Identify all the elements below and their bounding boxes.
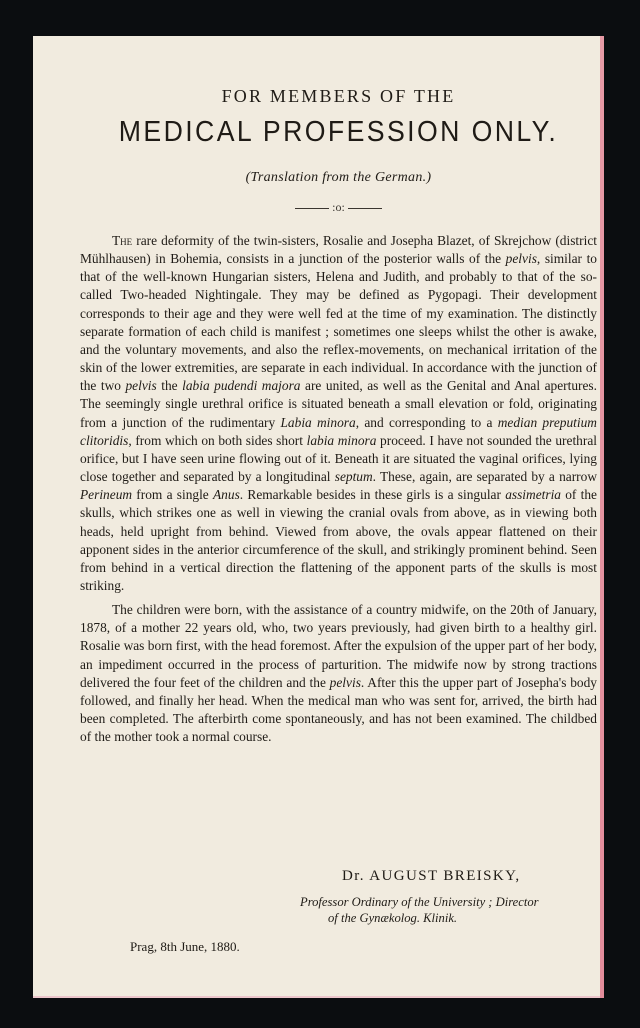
text-segment: , and corresponding to a [355, 414, 498, 430]
text-segment: . These, again, are separated by a narrow [372, 469, 597, 485]
text-segment: pelvis [125, 378, 157, 394]
text-segment: labia pudendi majora [182, 378, 301, 394]
document-page [33, 36, 604, 998]
text-segment: Perineum [80, 487, 133, 503]
text-segment: , similar to that of the well-known Hungarian sisters, Helena and Judith, and probably to that of the so-called Two-headed Nightingale. They may be defined as Pygopagi. Their development corresponds to their age and they were well fed at the time of my examination. The distinctly separate formation of each child is manifest ; sometimes one sleeps whilst the other is awake, and the voluntary movements, and also the reflex-movements, on mechanical irritation of the skin of the lower extremities, are separate in each individual. In accordance with the junction of the two [80, 251, 597, 394]
signature-title-line-1: Professor Ordinary of the University ; Director [300, 895, 539, 909]
document-date: Prag, 8th June, 1880. [130, 939, 240, 954]
text-segment: . Remarkable besides in these girls is a singular [239, 487, 506, 503]
heading-line-1: FOR MEMBERS OF THE [221, 86, 456, 106]
text-segment: of the skulls, which strikes one as well in viewing the cranial ovals from above, as in viewing both heads, held upright from behind. Viewed from above, the ovals appear flattened on their apponent sides in the anterior circumference of the skull, and strikingly prominent behind. Seen from behind in a vertical direction the flattening of the apponent parts of the skulls is most striking. [80, 487, 597, 593]
text-segment: labia minora [306, 432, 377, 448]
text-segment: from a single [132, 487, 213, 503]
text-segment: The [112, 233, 133, 248]
text-segment: septum [334, 469, 373, 485]
text-segment: rare deformity of the twin-sisters, Rosalie and Josepha Blazet, of Skrejchow (district Mühlhausen) in Bohemia, consists in a junction of the posterior walls of the [80, 233, 597, 267]
text-segment: the [156, 378, 183, 394]
text-segment: are united, as well as the Genital and Anal apertures. The seemingly single urethral orifice is situated beneath a small elevation or fold, originating from a junction of the rudimentary [80, 378, 597, 430]
ornament-divider [80, 200, 597, 215]
text-segment: Labia minora [280, 414, 356, 430]
signature-title-line-2: of the Gynækolog. Klinik. [328, 911, 458, 925]
divider-rule-right [348, 208, 382, 209]
divider-rule-left [295, 208, 329, 209]
subtitle: (Translation from the German.) [245, 170, 432, 185]
ornament-glyph: :o: [332, 200, 345, 214]
text-segment: . After this the upper part of Josepha's body followed, and finally her head. When the medical man who was sent for, arrived, the birth had been completed. The afterbirth come spontaneously, and has not been examined. The childbed of the mother took a normal course. [80, 674, 597, 745]
paragraph [80, 601, 597, 746]
text-segment: The children were born, with the assistance of a country midwife, on the 20th of January, 1878, of a mother 22 years old, who, two years previously, had given birth to a healthy girl. Rosalie was born first, with the head foremost. After the expulsion of the upper part of her body, an impediment occurred in the process of parturition. The midwife now by strong tractions delivered the four feet of the children and the [80, 602, 597, 690]
text-segment: pelvis [329, 674, 361, 690]
signature-name: Dr. AUGUST BREISKY, [342, 868, 521, 884]
heading-line-2: MEDICAL PROFESSION ONLY. [118, 116, 559, 148]
text-segment: assimetria [505, 487, 561, 503]
body-text [80, 232, 597, 746]
text-segment: pelvis [505, 251, 537, 267]
paragraph [80, 232, 597, 595]
text-segment: proceed. I have not sounded the urethral orifice, but I have seen urine flowing out of it. Beneath it are situated the vaginal orifices, lying close together and separated by a longitudinal [80, 432, 598, 485]
text-segment: , from which on both sides short [128, 432, 307, 448]
signature-title [300, 894, 600, 926]
text-segment: Anus [213, 487, 240, 503]
text-segment: median preputium clitoridis [80, 414, 597, 448]
